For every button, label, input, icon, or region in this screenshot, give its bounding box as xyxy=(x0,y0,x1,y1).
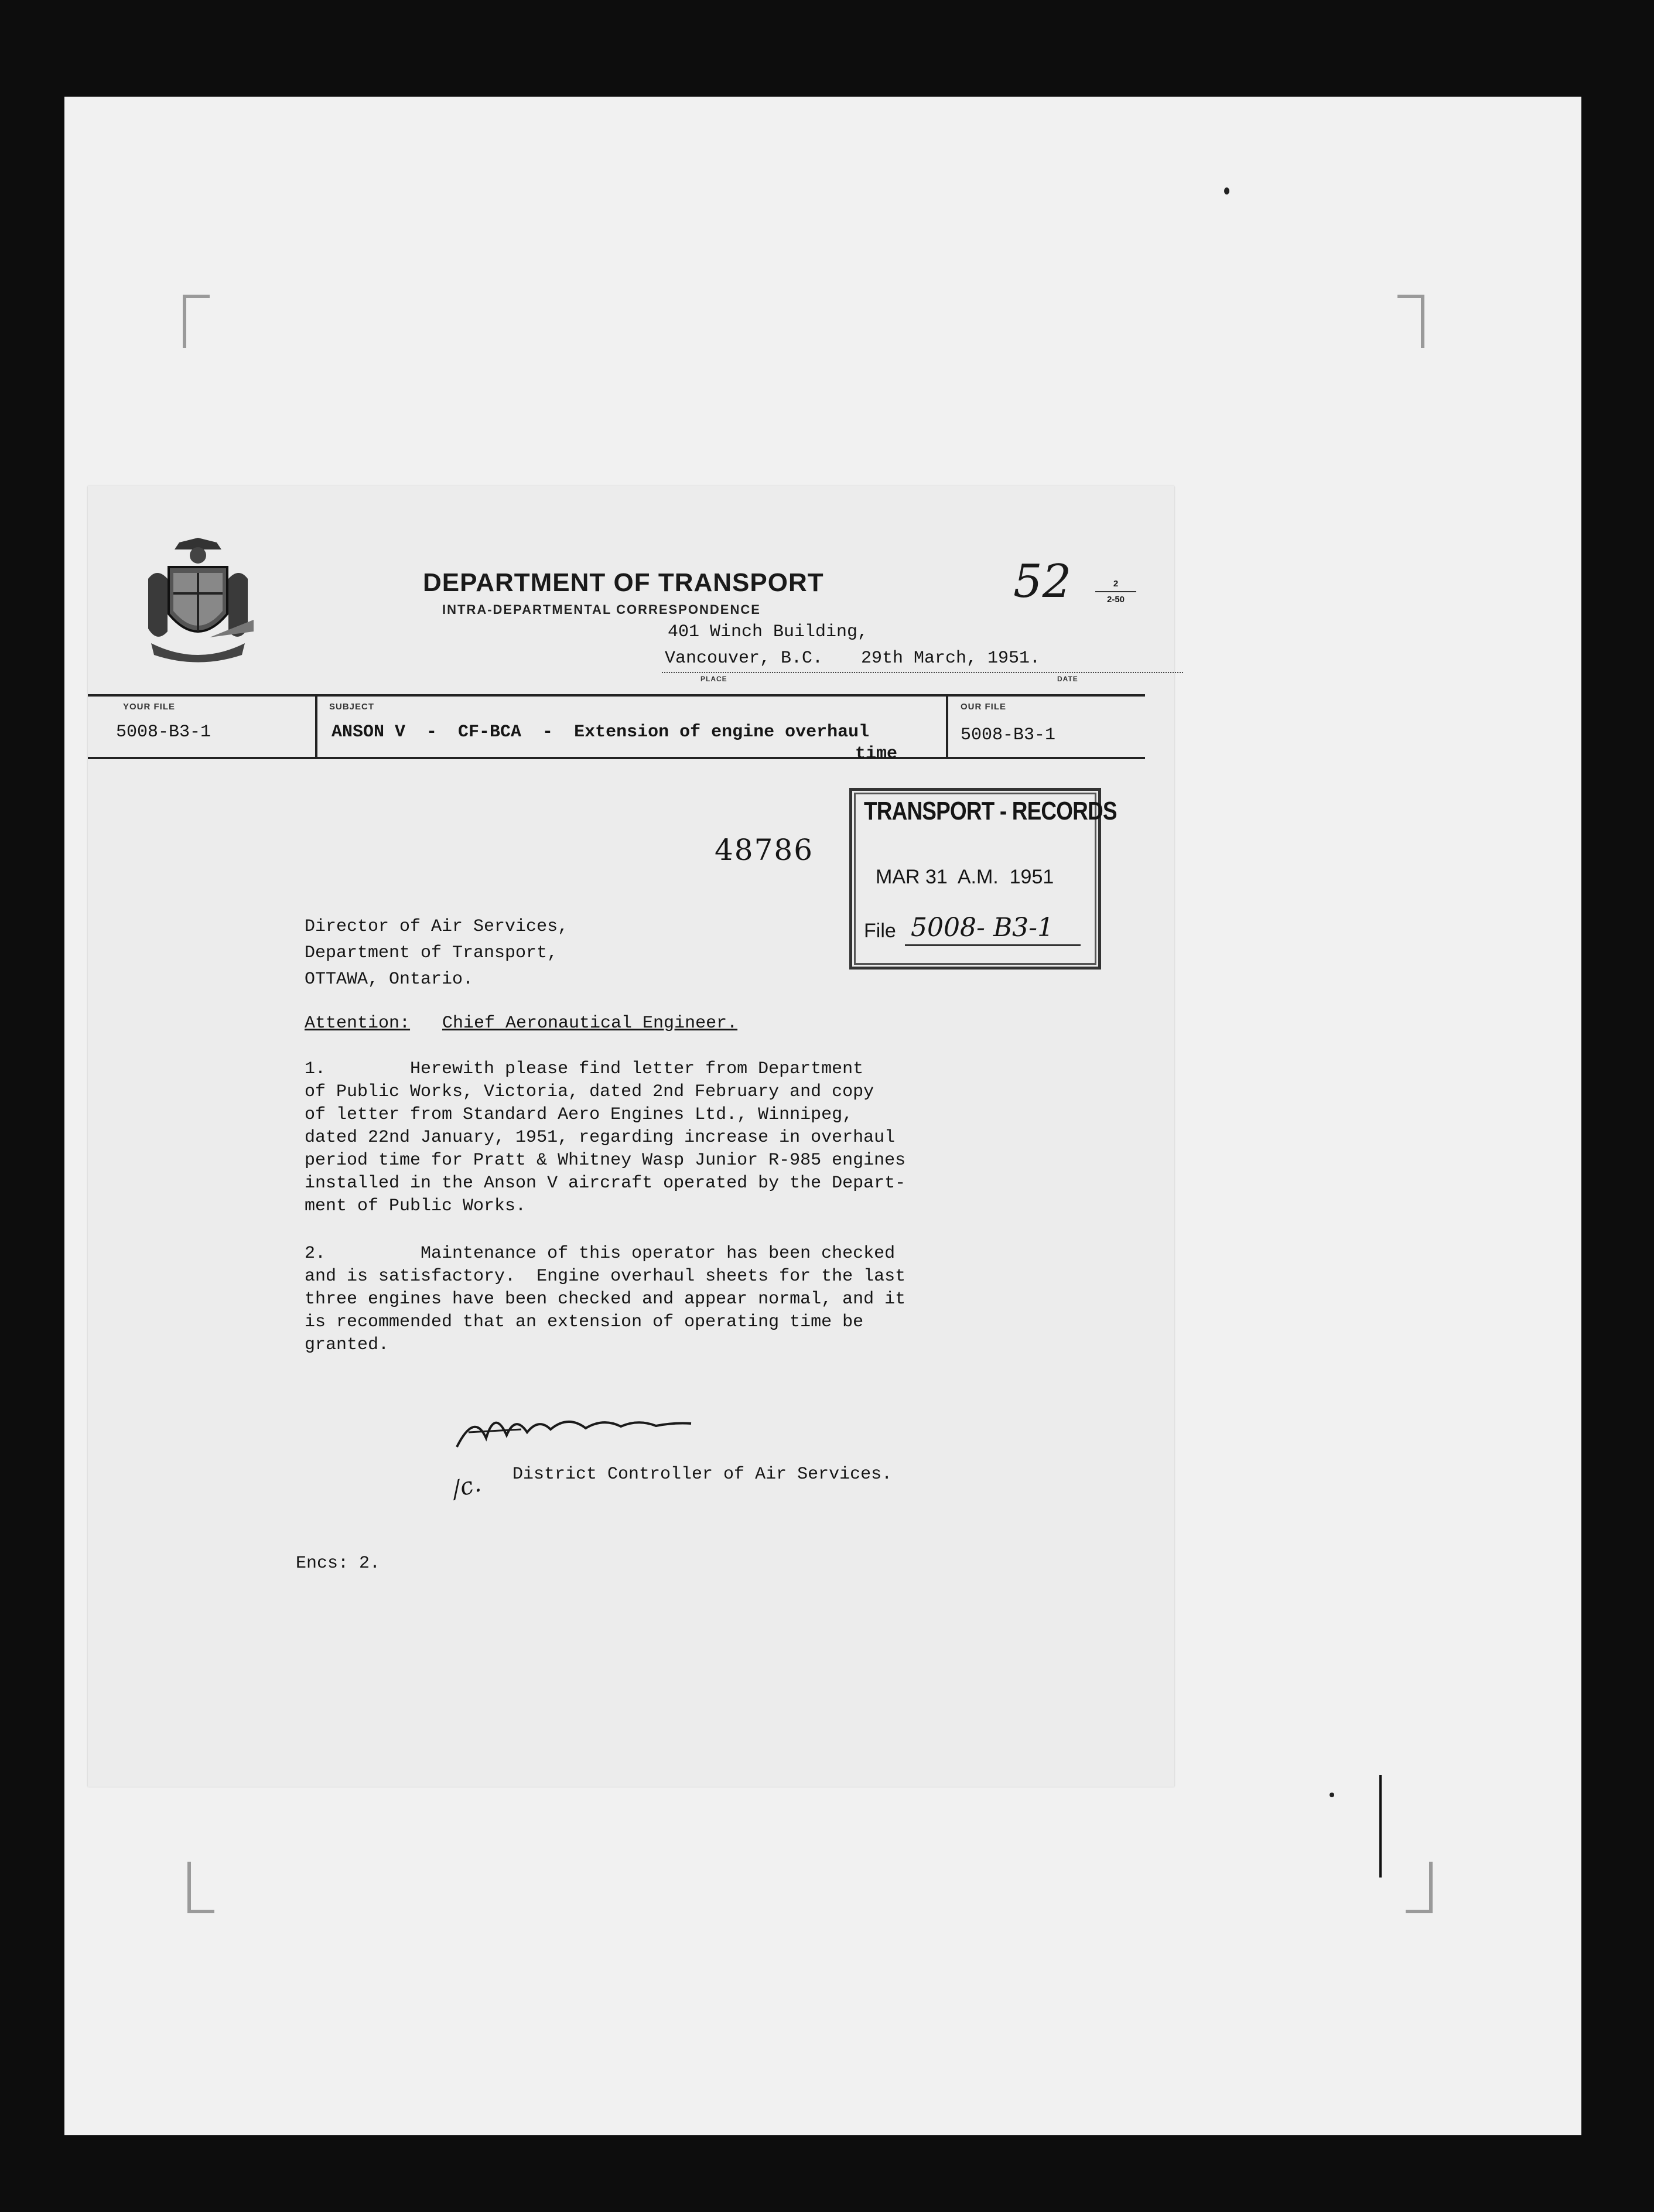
addressee-line: Department of Transport, xyxy=(305,943,558,963)
attention-label: Attention: xyxy=(305,1013,411,1033)
handwritten-signature xyxy=(451,1406,697,1459)
film-speck xyxy=(1224,187,1229,194)
transport-records-stamp xyxy=(849,788,1117,970)
addressee-line: OTTAWA, Ontario. xyxy=(305,970,474,989)
stamp-file-label: File xyxy=(864,920,896,942)
paragraph-2-line: granted. xyxy=(305,1335,389,1355)
subject-line-2: time xyxy=(855,744,898,764)
paragraph-1-line: dated 22nd January, 1951, regarding increase in overhaul xyxy=(305,1128,896,1148)
reference-bar-bottom-rule xyxy=(88,757,1145,759)
paragraph-1-line: of letter from Standard Aero Engines Ltd., Winnipeg, xyxy=(305,1105,853,1125)
correspondence-type: INTRA-DEPARTMENTAL CORRESPONDENCE xyxy=(442,602,761,617)
paragraph-2-line: and is satisfactory. Engine overhaul sheets for the last xyxy=(305,1267,906,1286)
paragraph-2-line: three engines have been checked and appear normal, and it xyxy=(305,1289,906,1309)
department-heading: DEPARTMENT OF TRANSPORT xyxy=(423,568,824,597)
address-line-1: 401 Winch Building, xyxy=(668,622,869,642)
handwritten-page-number: 52 xyxy=(1013,555,1072,608)
stamp-file-value: 5008- B3-1 xyxy=(911,913,1054,943)
paragraph-1-line: 1. Herewith please find letter from Department xyxy=(305,1059,864,1079)
signature-title: District Controller of Air Services. xyxy=(512,1465,893,1484)
your-file-label: YOUR FILE xyxy=(123,702,176,712)
stamp-date: MAR 31 A.M. 1951 xyxy=(876,866,1054,888)
paragraph-1-line: period time for Pratt & Whitney Wasp Junior R-985 engines xyxy=(305,1151,906,1170)
place-label: PLACE xyxy=(700,675,727,683)
reference-bar-top-rule xyxy=(88,694,1145,697)
stamp-file-underline xyxy=(905,944,1081,946)
paragraph-1-line: of Public Works, Victoria, dated 2nd February and copy xyxy=(305,1082,874,1102)
form-number: 2 xyxy=(1095,579,1136,592)
your-file-value: 5008-B3-1 xyxy=(116,722,211,742)
paragraph-1-line: ment of Public Works. xyxy=(305,1196,527,1216)
form-code xyxy=(1095,579,1136,605)
addressee-line: Director of Air Services, xyxy=(305,917,569,937)
paragraph-2-line: is recommended that an extension of operating time be xyxy=(305,1312,864,1332)
our-file-label: OUR FILE xyxy=(961,702,1006,712)
registration-mark-top-left xyxy=(183,295,210,348)
registration-mark-bottom-left-2 xyxy=(187,1862,214,1913)
film-speck xyxy=(1330,1793,1334,1797)
registration-mark-bottom-right xyxy=(1406,1862,1433,1913)
reference-bar-divider-2 xyxy=(946,694,948,759)
enclosures: Encs: 2. xyxy=(296,1554,381,1573)
form-revision: 2-50 xyxy=(1106,595,1125,605)
place-date-dotted-rule xyxy=(662,672,1183,673)
registration-mark-top-right xyxy=(1397,295,1424,348)
subject-line-1: ANSON V - CF-BCA - Extension of engine overhaul xyxy=(332,722,870,742)
date-label: DATE xyxy=(1057,675,1078,683)
royal-coat-of-arms-crest xyxy=(139,532,257,670)
letter-date: 29th March, 1951. xyxy=(861,648,1041,668)
stamp-title: TRANSPORT - RECORDS xyxy=(864,797,1117,825)
correspondence-sheet xyxy=(88,486,1174,1787)
paragraph-1-line: installed in the Anson V aircraft operated by the Depart- xyxy=(305,1173,906,1193)
reference-bar-divider-1 xyxy=(315,694,317,759)
our-file-value: 5008-B3-1 xyxy=(961,725,1056,745)
signature-prefix: /c. xyxy=(449,1470,484,1504)
attention-value: Chief Aeronautical Engineer. xyxy=(442,1013,738,1033)
address-line-2: Vancouver, B.C. xyxy=(665,648,823,668)
paragraph-2-line: 2. Maintenance of this operator has been checked xyxy=(305,1244,896,1264)
film-scratch-line xyxy=(1379,1775,1382,1878)
registry-number: 48786 xyxy=(715,833,814,867)
subject-label: SUBJECT xyxy=(329,702,375,712)
